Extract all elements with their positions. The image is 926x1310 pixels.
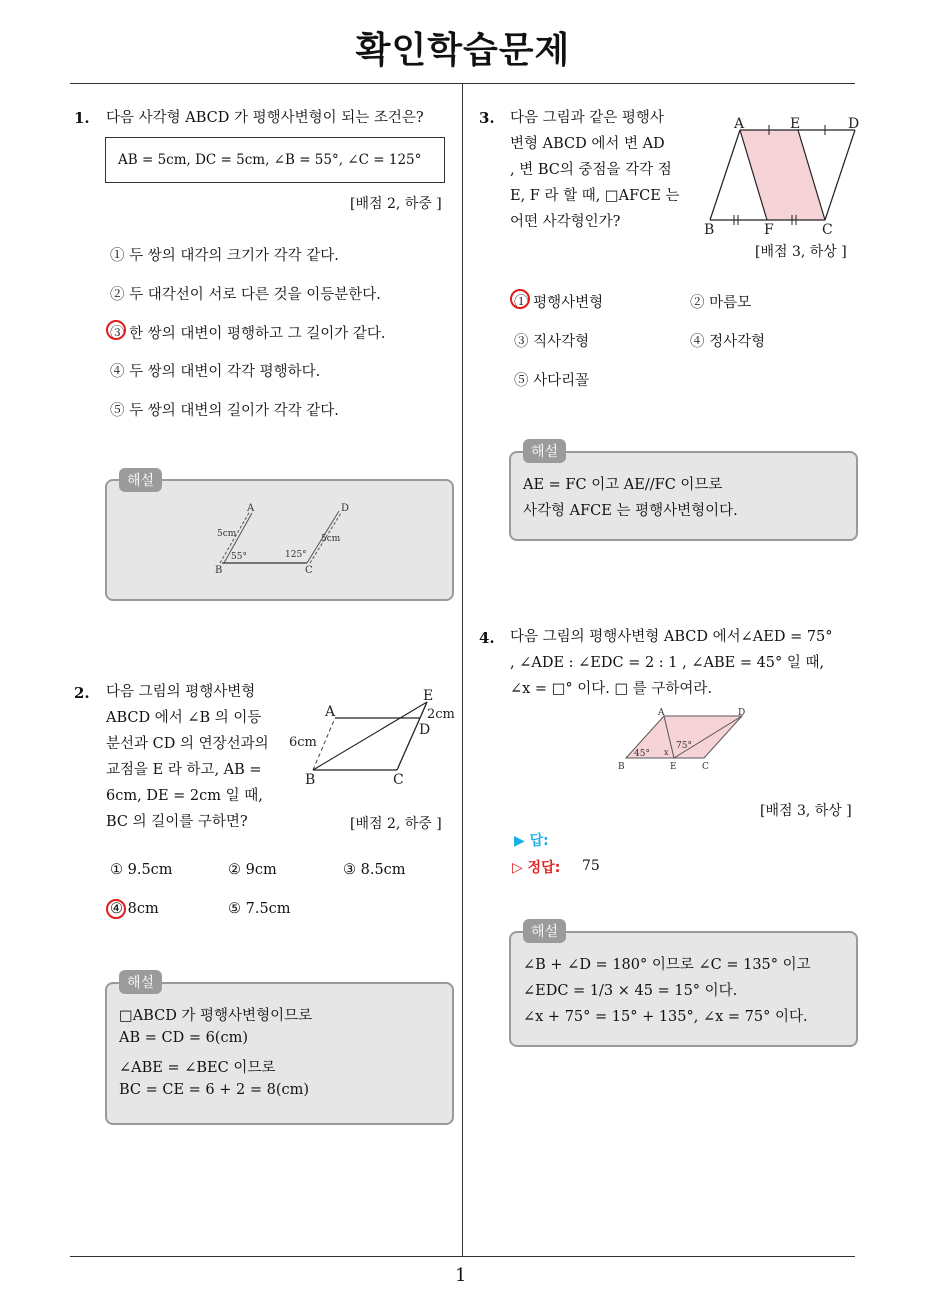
label-ang2: 75° [676,741,692,751]
explanation-box [105,479,454,601]
parallelogram-figure [285,686,460,786]
label-C: C [702,762,709,772]
correct-answer-label: ▷ 정답: [512,860,561,876]
explanation-box [509,451,858,541]
question-line: 다음 그림의 평행사변형 ABCD 에서∠AED = 75° [510,629,833,645]
explanation-line: BC = CE = 6 + 2 = 8(cm) [119,1082,310,1098]
option-3[interactable]: ③ 직사각형 [514,334,590,350]
explanation-box [105,982,454,1125]
correct-answer-value: 75 [582,858,600,874]
label-A: A [734,116,745,132]
option-4[interactable]: ④ 두 쌍의 대변이 각각 평행하다. [110,364,321,380]
label-E: E [790,116,801,132]
label-B: B [215,565,223,576]
explanation-line: ∠B + ∠D = 180° 이므로 ∠C = 135° 이고 [523,957,811,973]
label-len1: 5cm [217,529,237,539]
label-ang2: 125° [285,550,307,560]
score: [배점 3, 하상 ] [755,244,847,260]
selected-answer-mark [106,899,126,919]
option-1[interactable]: ① 두 쌍의 대각의 크기가 각각 같다. [110,248,339,264]
parallelogram-figure [612,706,762,778]
label-B: B [618,762,625,772]
score: [배점 3, 하상 ] [760,803,852,819]
label-D: D [419,722,431,738]
label-A: A [658,708,665,718]
label-A: A [325,704,336,720]
parallelogram-figure [700,112,865,240]
question-line: 분선과 CD 의 연장선과의 [106,736,269,752]
explanation-tag: 해설 [523,439,566,463]
option-1[interactable]: ① 평행사변형 [514,295,604,311]
option-3[interactable]: ③ 한 쌍의 대변이 평행하고 그 길이가 같다. [110,326,386,342]
label-B: B [305,772,316,786]
label-C: C [822,222,833,238]
option-2[interactable]: ② 마름모 [690,295,752,311]
question-line: E, F 라 할 때, □AFCE 는 [510,188,680,204]
option-2[interactable]: ② 두 대각선이 서로 다른 것을 이등분한다. [110,287,381,303]
explanation-line: ∠x + 75° = 15° + 135°, ∠x = 75° 이다. [523,1009,808,1025]
label-len2: 5cm [321,534,341,544]
question-line: 다음 그림의 평행사변형 [106,684,256,700]
footer-rule [70,1256,855,1257]
label-D: D [848,116,860,132]
selected-answer-mark [106,320,126,340]
question-line: BC 의 길이를 구하면? [106,814,248,830]
explanation-line: AE = FC 이고 AE//FC 이므로 [523,477,723,493]
question-text: 다음 사각형 ABCD 가 평행사변형이 되는 조건은? [106,110,424,126]
parallelogram-figure [107,481,452,599]
label-ang1: 45° [634,749,650,759]
option-5[interactable]: ⑤ 사다리꼴 [514,373,590,389]
condition-text: AB = 5cm, DC = 5cm, ∠B = 55°, ∠C = 125° [118,152,422,168]
condition-box [105,137,445,183]
label-D: D [341,503,350,514]
question-line: 변형 ABCD 에서 변 AD [510,136,665,152]
question-line: 6cm, DE = 2cm 일 때, [106,788,263,804]
label-C: C [393,772,404,786]
question-line: 어떤 사각형인가? [510,214,621,230]
explanation-line: AB = CD = 6(cm) [119,1030,248,1046]
question-line: ∠x = □° 이다. □ 를 구하여라. [510,681,713,697]
label-E: E [423,688,434,704]
label-D: D [738,708,746,718]
explanation-line: ∠ABE = ∠BEC 이므로 [119,1060,276,1076]
explanation-tag: 해설 [119,970,162,994]
question-line: , ∠ADE : ∠EDC = 2 : 1 , ∠ABE = 45° 일 때, [510,655,825,671]
column-divider [462,84,463,1256]
question-number: 1. [74,109,90,127]
score: [배점 2, 하중 ] [350,196,442,212]
label-E: E [670,762,677,772]
question-number: 3. [479,109,495,127]
option-4[interactable]: ④ 8cm [110,901,159,917]
option-4[interactable]: ④ 정사각형 [690,334,766,350]
option-5[interactable]: ⑤ 두 쌍의 대변의 길이가 각각 같다. [110,403,339,419]
label-F: F [764,222,774,238]
option-5[interactable]: ⑤ 7.5cm [228,901,291,917]
score: [배점 2, 하중 ] [350,816,442,832]
question-number: 2. [74,684,90,702]
explanation-tag: 해설 [523,919,566,943]
label-len2: 2cm [427,707,455,722]
question-line: 다음 그림과 같은 평행사 [510,110,664,126]
explanation-box [509,931,858,1047]
label-ang1: 55° [231,552,247,562]
page-title: 확인학습문제 [355,30,571,71]
explanation-tag: 해설 [119,468,162,492]
question-line: , 변 BC의 중점을 각각 점 [510,162,672,178]
label-B: B [704,222,715,238]
question-line: 교점을 E 라 하고, AB = [106,762,262,778]
question-number: 4. [479,629,495,647]
option-3[interactable]: ③ 8.5cm [343,862,406,878]
label-x: x [664,748,669,757]
explanation-line: ∠EDC = 1/3 × 45 = 15° 이다. [523,983,738,999]
label-C: C [305,565,313,576]
selected-answer-mark [510,289,530,309]
page-number: 1 [455,1265,467,1286]
answer-label: ▶ 답: [514,833,549,849]
label-len1: 6cm [289,735,317,750]
explanation-line: 사각형 AFCE 는 평행사변형이다. [523,503,738,519]
explanation-line: □ABCD 가 평행사변형이므로 [119,1008,313,1024]
label-A: A [247,503,255,514]
question-line: ABCD 에서 ∠B 의 이등 [106,710,262,726]
option-1[interactable]: ① 9.5cm [110,862,173,878]
option-2[interactable]: ② 9cm [228,862,277,878]
